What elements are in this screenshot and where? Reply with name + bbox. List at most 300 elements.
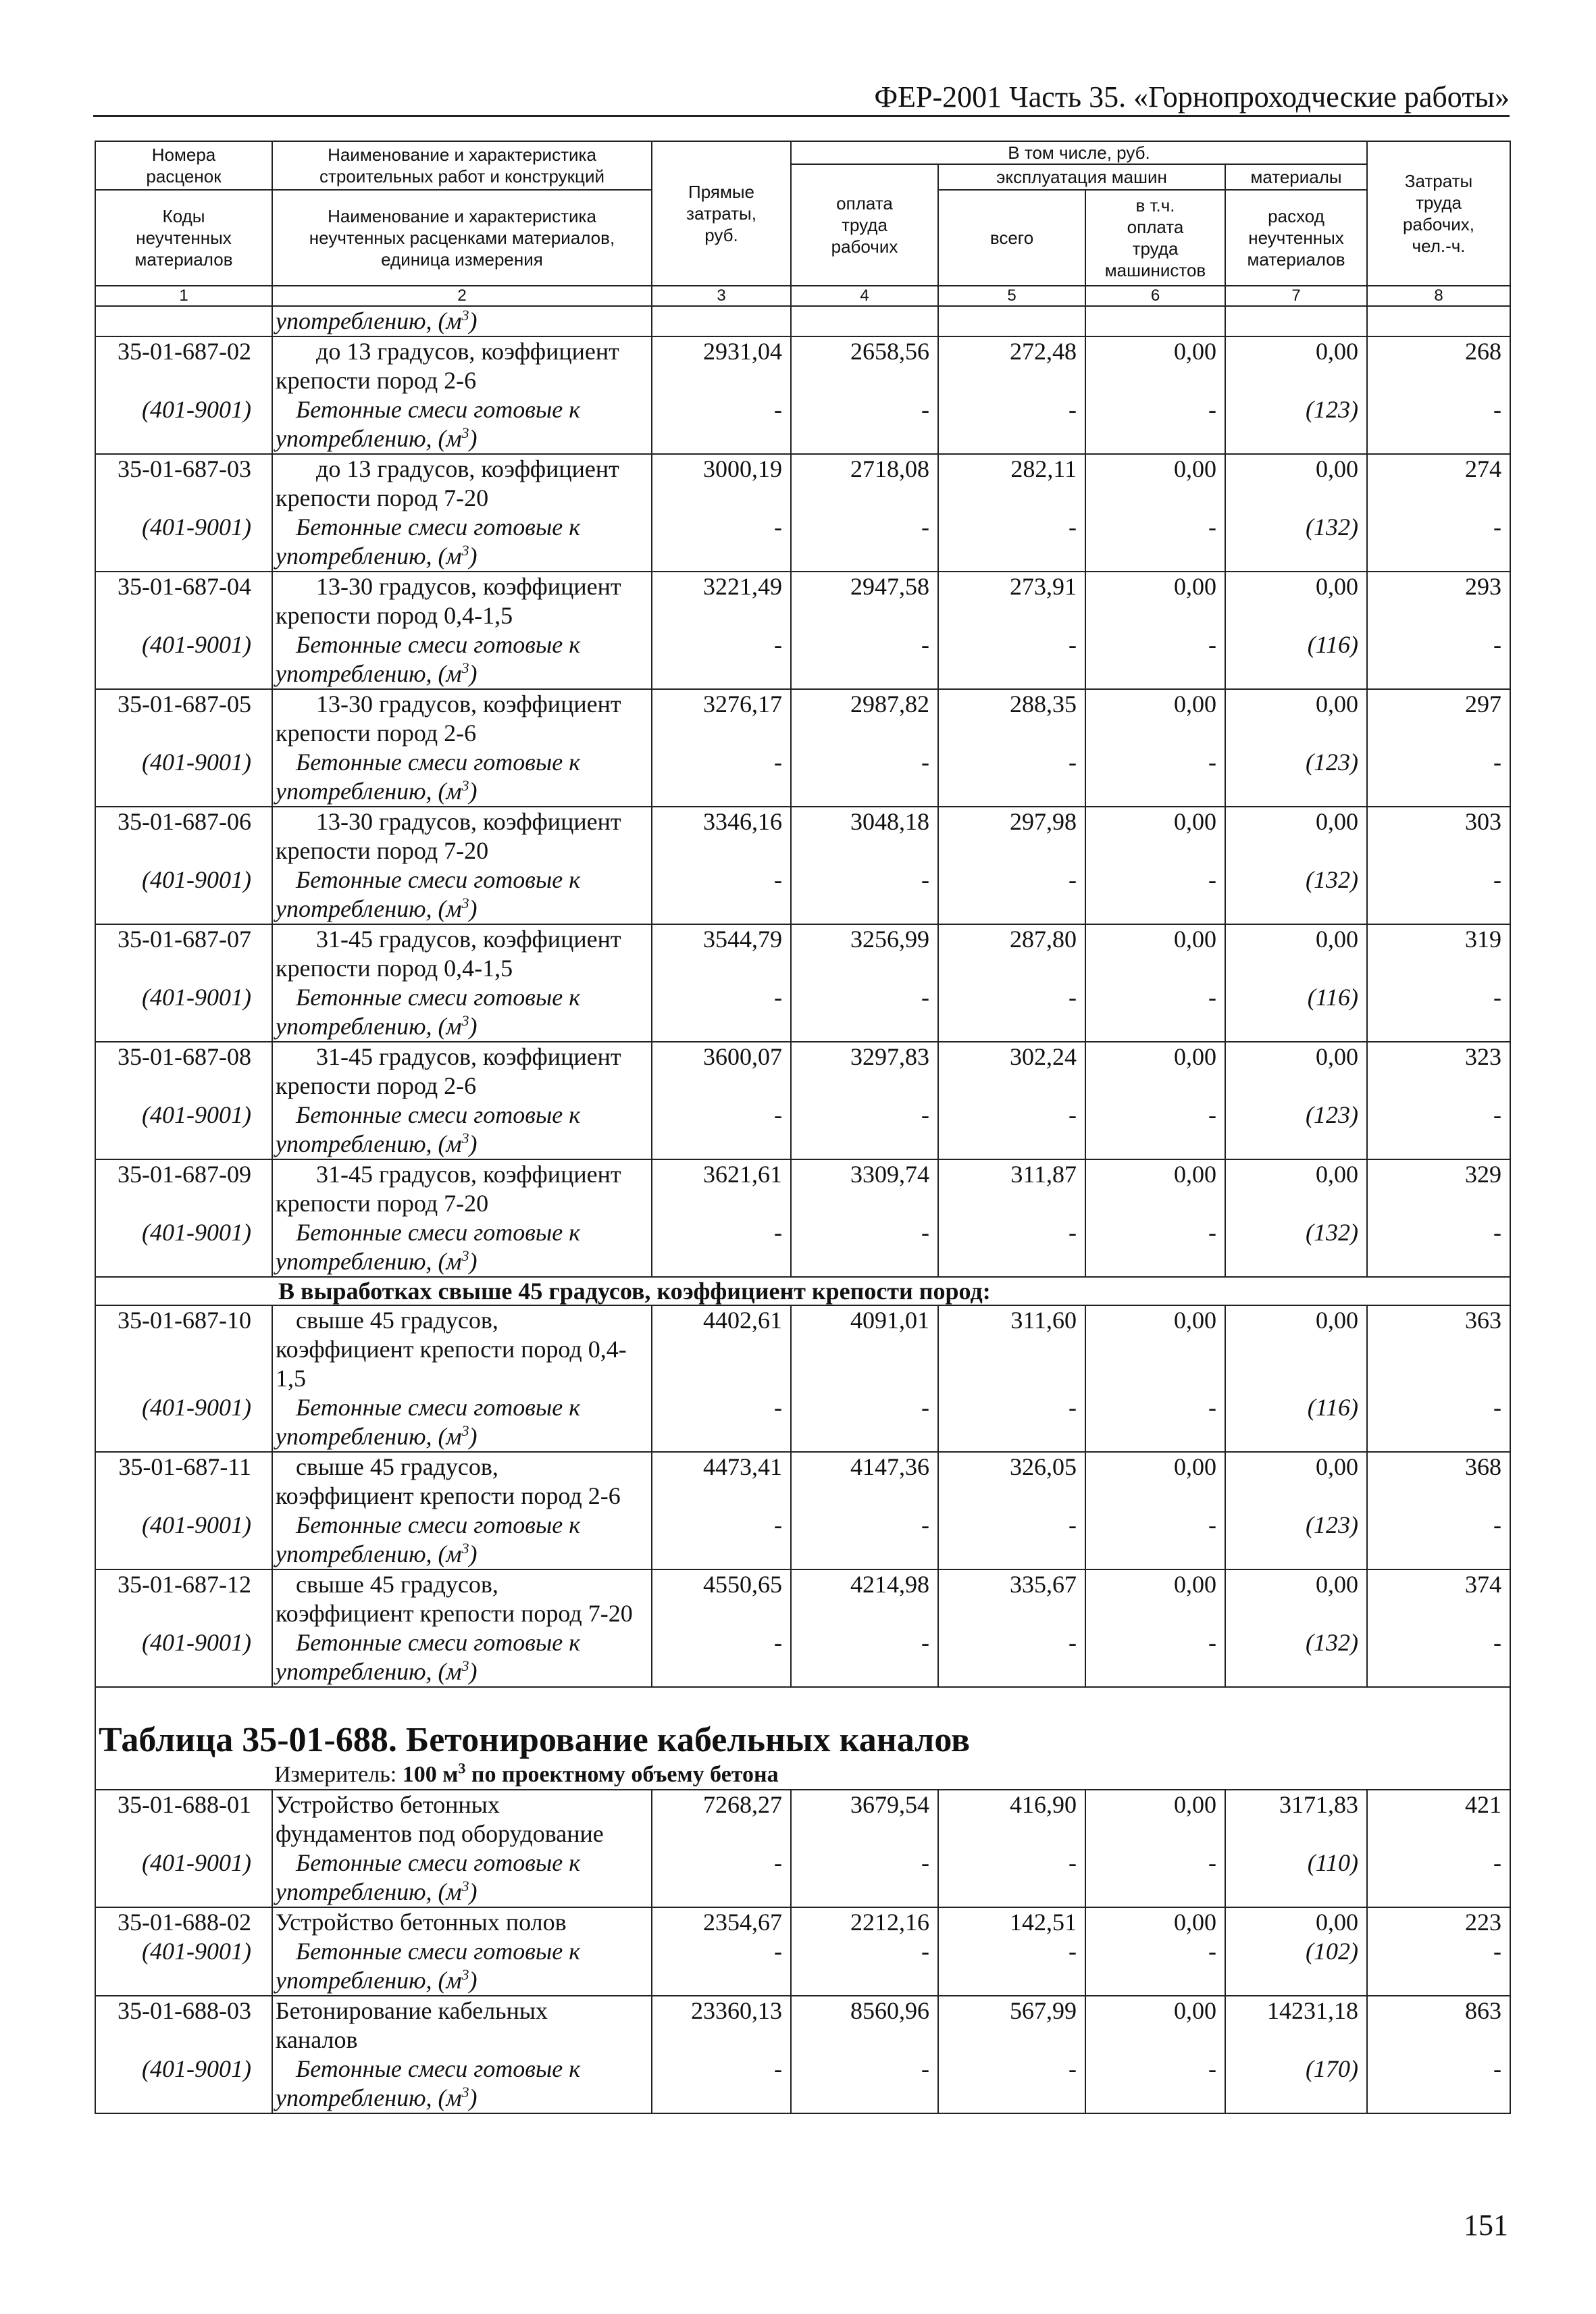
dash-cell: -: [1367, 1628, 1510, 1687]
rate-code: 35-01-687-10: [95, 1305, 272, 1393]
operators-pay: 0,00: [1085, 1159, 1225, 1218]
header-row-1: [95, 141, 1510, 164]
material-name: Бетонные смеси готовые к употреблению, $(м^3)$: [272, 1511, 652, 1569]
column-number: 6: [1085, 286, 1225, 306]
table-row: [95, 1907, 1510, 1937]
dash-cell: -: [1367, 1937, 1510, 1996]
header-incl-group: В том числе, руб.: [791, 141, 1367, 164]
material-row: [95, 865, 1510, 924]
operators-pay: 0,00: [1085, 572, 1225, 630]
labor-pay: 2947,58: [791, 572, 938, 630]
material-code: (401-9001): [95, 1511, 272, 1569]
dash-cell: -: [652, 1511, 791, 1569]
header-direct-costs: Прямые затраты, руб.: [652, 141, 791, 286]
work-name: [272, 1305, 652, 1393]
material-quantity: (116): [1225, 983, 1367, 1042]
rate-code: 35-01-687-03: [95, 454, 272, 513]
work-name-line: крепости пород 2-6: [276, 367, 477, 394]
dash-cell: -: [938, 1628, 1085, 1687]
materials-cost: 14231,18: [1225, 1996, 1367, 2055]
material-name: Бетонные смеси готовые к употреблению, $(м^3)$: [272, 630, 652, 689]
rate-code: 35-01-688-02: [95, 1907, 272, 1937]
material-code: (401-9001): [95, 1393, 272, 1452]
column-numbers-row: [95, 286, 1510, 306]
column-number: 4: [791, 286, 938, 306]
dash-cell: -: [938, 630, 1085, 689]
work-name-line: крепости пород 0,4-1,5: [276, 602, 513, 629]
materials-cost: 0,00: [1225, 689, 1367, 748]
machines-total: 311,87: [938, 1159, 1085, 1218]
material-name-line: Бетонные смеси готовые к: [296, 2055, 581, 2082]
labor-hours: 368: [1367, 1452, 1510, 1511]
work-name-line: до 13 градусов, коэффициент: [316, 338, 619, 365]
dash-cell: -: [652, 2055, 791, 2113]
table-row: [95, 689, 1510, 748]
measure-suffix: по проектному объему бетона: [465, 1762, 779, 1787]
material-row: [95, 513, 1510, 572]
dash-cell: -: [791, 1101, 938, 1159]
labor-hours: 293: [1367, 572, 1510, 630]
material-name-line: Бетонные смеси готовые к: [296, 396, 581, 423]
header-labor-pay: оплата труда рабочих: [791, 164, 938, 286]
dash-cell: -: [938, 1101, 1085, 1159]
machines-total: 326,05: [938, 1452, 1085, 1511]
table2-title: Таблица 35-01-688. Бетонирование кабельных каналов: [99, 1721, 971, 1759]
material-name-line: Бетонные смеси готовые к: [296, 1394, 581, 1421]
dash-cell: -: [938, 1218, 1085, 1277]
material-quantity: (170): [1225, 2055, 1367, 2113]
rate-code: 35-01-687-11: [95, 1452, 272, 1511]
rates-table: [95, 141, 1511, 2114]
dash-cell: -: [1367, 1848, 1510, 1907]
direct-costs: 2354,67: [652, 1907, 791, 1937]
dash-cell: -: [1367, 865, 1510, 924]
carryover-text: употреблению, $(м^3)$: [272, 306, 652, 336]
work-name-line: 13-30 градусов, коэффициент: [316, 573, 621, 600]
work-name: [272, 1790, 652, 1848]
page-header: ФЕР-2001 Часть 35. «Горнопроходческие работы»: [874, 80, 1510, 114]
labor-pay: 4147,36: [791, 1452, 938, 1511]
machines-total: 567,99: [938, 1996, 1085, 2055]
header-labor-hours: Затраты труда рабочих, чел.-ч.: [1367, 141, 1510, 286]
labor-pay: 3048,18: [791, 807, 938, 865]
labor-hours: 274: [1367, 454, 1510, 513]
direct-costs: 4402,61: [652, 1305, 791, 1393]
labor-hours: 223: [1367, 1907, 1510, 1937]
dash-cell: -: [1085, 1628, 1225, 1687]
material-code: (401-9001): [95, 1848, 272, 1907]
work-name-line: крепости пород 0,4-1,5: [276, 955, 513, 982]
machines-total: 282,11: [938, 454, 1085, 513]
section-heading: В выработках свыше 45 градусов, коэффициент крепости пород:: [95, 1277, 1510, 1305]
materials-cost: 0,00: [1225, 1305, 1367, 1393]
work-name-line: 31-45 градусов, коэффициент: [316, 1043, 621, 1070]
labor-hours: 303: [1367, 807, 1510, 865]
dash-cell: -: [938, 2055, 1085, 2113]
dash-cell: -: [652, 865, 791, 924]
operators-pay: 0,00: [1085, 1907, 1225, 1937]
header-col2-top: Наименование и характеристика строительных работ и конструкций: [272, 141, 652, 190]
rate-code: 35-01-687-07: [95, 924, 272, 983]
work-name-line: 31-45 градусов, коэффициент: [316, 1161, 621, 1188]
materials-cost: 0,00: [1225, 1159, 1367, 1218]
dash-cell: -: [1367, 1393, 1510, 1452]
materials-cost: 0,00: [1225, 1907, 1367, 1937]
direct-costs: 3621,61: [652, 1159, 791, 1218]
dash-cell: -: [1367, 983, 1510, 1042]
work-name-line: коэффициент крепости пород 7-20: [276, 1600, 633, 1627]
dash-cell: -: [791, 1937, 938, 1996]
rate-code: 35-01-687-08: [95, 1042, 272, 1101]
operators-pay: 0,00: [1085, 807, 1225, 865]
dash-cell: -: [1085, 1937, 1225, 1996]
material-row: [95, 748, 1510, 807]
direct-costs: 3544,79: [652, 924, 791, 983]
work-name-line: крепости пород 7-20: [276, 1190, 489, 1217]
rate-code: 35-01-687-09: [95, 1159, 272, 1218]
header-col1-top: Номера расценок: [95, 141, 272, 190]
dash-cell: -: [1085, 748, 1225, 807]
material-quantity: (132): [1225, 865, 1367, 924]
dash-cell: -: [652, 983, 791, 1042]
material-code: (401-9001): [95, 630, 272, 689]
table-row: [95, 572, 1510, 630]
dash-cell: -: [652, 1937, 791, 1996]
operators-pay: 0,00: [1085, 1790, 1225, 1848]
work-name-line: 13-30 градусов, коэффициент: [316, 808, 621, 835]
material-name-line: Бетонные смеси готовые к: [296, 1101, 581, 1128]
column-number: 2: [272, 286, 652, 306]
material-name-line: употреблению, (м: [276, 1967, 462, 1994]
dash-cell: -: [1367, 1218, 1510, 1277]
material-row: [95, 1393, 1510, 1452]
dash-cell: -: [938, 983, 1085, 1042]
direct-costs: 3221,49: [652, 572, 791, 630]
dash-cell: -: [1085, 1101, 1225, 1159]
direct-costs: 7268,27: [652, 1790, 791, 1848]
materials-cost: 0,00: [1225, 1569, 1367, 1628]
material-quantity: (110): [1225, 1848, 1367, 1907]
dash-cell: -: [652, 630, 791, 689]
dash-cell: -: [1367, 2055, 1510, 2113]
dash-cell: -: [791, 2055, 938, 2113]
header-materials-consumption: расход неучтенных материалов: [1225, 190, 1367, 286]
direct-costs: 2931,04: [652, 336, 791, 395]
machines-total: 272,48: [938, 336, 1085, 395]
material-quantity: (132): [1225, 513, 1367, 572]
labor-hours: 421: [1367, 1790, 1510, 1848]
materials-cost: 0,00: [1225, 1042, 1367, 1101]
column-number: 3: [652, 286, 791, 306]
work-name-line: Бетонирование кабельных: [276, 1997, 548, 2024]
material-row: [95, 1101, 1510, 1159]
material-name: Бетонные смеси готовые к употреблению, $(м^3)$: [272, 1101, 652, 1159]
material-name-line: Бетонные смеси готовые к: [296, 1511, 581, 1538]
dash-cell: -: [1085, 2055, 1225, 2113]
table2-title-row: [95, 1687, 1510, 1790]
material-name-line: Бетонные смеси готовые к: [296, 866, 581, 893]
work-name-line: Устройство бетонных: [276, 1791, 500, 1818]
dash-cell: -: [1085, 395, 1225, 454]
work-name-line: свыше 45 градусов,: [296, 1571, 498, 1598]
machines-total: 273,91: [938, 572, 1085, 630]
work-name-line: коэффициент крепости пород 2-6: [276, 1482, 621, 1509]
rate-code: 35-01-688-01: [95, 1790, 272, 1848]
dash-cell: -: [652, 748, 791, 807]
labor-hours: 363: [1367, 1305, 1510, 1393]
operators-pay: 0,00: [1085, 1042, 1225, 1101]
carryover-row: [95, 306, 1510, 336]
dash-cell: -: [1085, 513, 1225, 572]
material-name-line: употреблению, (м: [276, 1423, 462, 1450]
material-code: (401-9001): [95, 1101, 272, 1159]
header-col1-bottom: Коды неучтенных материалов: [95, 190, 272, 286]
dash-cell: -: [1367, 630, 1510, 689]
labor-hours: 863: [1367, 1996, 1510, 2055]
material-name: Бетонные смеси готовые к употреблению, $(м^3)$: [272, 1937, 652, 1996]
material-code: (401-9001): [95, 2055, 272, 2113]
labor-pay: 8560,96: [791, 1996, 938, 2055]
material-name-line: употреблению, (м: [276, 1540, 462, 1567]
rate-code: 35-01-687-05: [95, 689, 272, 748]
labor-hours: 268: [1367, 336, 1510, 395]
dash-cell: -: [938, 1937, 1085, 1996]
table-row: [95, 1305, 1510, 1393]
material-name-line: Бетонные смеси готовые к: [296, 749, 581, 776]
operators-pay: 0,00: [1085, 1996, 1225, 2055]
direct-costs: 23360,13: [652, 1996, 791, 2055]
header-machines-group: эксплуатация машин: [938, 164, 1225, 190]
labor-pay: 3256,99: [791, 924, 938, 983]
material-name: Бетонные смеси готовые к употреблению, $(м^3)$: [272, 983, 652, 1042]
work-name: [272, 1159, 652, 1218]
section-heading-row: [95, 1277, 1510, 1305]
table2-title-cell: Таблица 35-01-688. Бетонирование кабельных каналов Измеритель: 100 $м^3$ по проектному объему бетона: [95, 1687, 1510, 1790]
labor-pay: 4091,01: [791, 1305, 938, 1393]
measure-value: 100 м: [402, 1762, 459, 1787]
material-quantity: (132): [1225, 1218, 1367, 1277]
material-name: Бетонные смеси готовые к употреблению, $(м^3)$: [272, 513, 652, 572]
materials-cost: 3171,83: [1225, 1790, 1367, 1848]
dash-cell: -: [791, 630, 938, 689]
material-name: Бетонные смеси готовые к употреблению, $(м^3)$: [272, 1393, 652, 1452]
material-code: (401-9001): [95, 1628, 272, 1687]
direct-costs: 3600,07: [652, 1042, 791, 1101]
dash-cell: -: [791, 395, 938, 454]
work-name-line: каналов: [276, 2026, 358, 2053]
dash-cell: -: [652, 1101, 791, 1159]
dash-cell: -: [1367, 748, 1510, 807]
direct-costs: 3276,17: [652, 689, 791, 748]
dash-cell: -: [791, 983, 938, 1042]
materials-cost: 0,00: [1225, 924, 1367, 983]
labor-pay: 2212,16: [791, 1907, 938, 1937]
table-row: [95, 336, 1510, 395]
dash-cell: -: [1085, 1511, 1225, 1569]
material-name-line: употреблению, (м: [276, 660, 462, 687]
header-operators-pay: в т.ч. оплата труда машинистов: [1085, 190, 1225, 286]
dash-cell: -: [791, 748, 938, 807]
work-name: [272, 689, 652, 748]
dash-cell: -: [938, 395, 1085, 454]
operators-pay: 0,00: [1085, 924, 1225, 983]
work-name: [272, 1996, 652, 2055]
column-number: 5: [938, 286, 1085, 306]
operators-pay: 0,00: [1085, 1305, 1225, 1393]
material-code: (401-9001): [95, 865, 272, 924]
material-name: Бетонные смеси готовые к употреблению, $(м^3)$: [272, 395, 652, 454]
work-name: [272, 572, 652, 630]
material-quantity: (123): [1225, 1101, 1367, 1159]
work-name: [272, 336, 652, 395]
material-name-line: употреблению, (м: [276, 1878, 462, 1905]
dash-cell: -: [938, 1393, 1085, 1452]
dash-cell: -: [791, 513, 938, 572]
operators-pay: 0,00: [1085, 689, 1225, 748]
labor-hours: 323: [1367, 1042, 1510, 1101]
material-code: (401-9001): [95, 513, 272, 572]
material-name: Бетонные смеси готовые к употреблению, $(м^3)$: [272, 1848, 652, 1907]
material-code: (401-9001): [95, 1937, 272, 1996]
labor-hours: 374: [1367, 1569, 1510, 1628]
dash-cell: -: [1367, 513, 1510, 572]
direct-costs: 3000,19: [652, 454, 791, 513]
dash-cell: -: [652, 1848, 791, 1907]
work-name: [272, 1569, 652, 1628]
material-name-line: употреблению, (м: [276, 1248, 462, 1275]
material-row: [95, 395, 1510, 454]
materials-cost: 0,00: [1225, 807, 1367, 865]
material-name-line: Бетонные смеси готовые к: [296, 1849, 581, 1876]
dash-cell: -: [1085, 1218, 1225, 1277]
labor-pay: 2987,82: [791, 689, 938, 748]
table-row: [95, 807, 1510, 865]
material-code: (401-9001): [95, 1218, 272, 1277]
material-name-line: употреблению, (м: [276, 1013, 462, 1040]
material-row: [95, 1628, 1510, 1687]
work-name-line: 1,5: [276, 1365, 306, 1392]
rate-code: 35-01-688-03: [95, 1996, 272, 2055]
dash-cell: -: [652, 395, 791, 454]
dash-cell: -: [1367, 1511, 1510, 1569]
dash-cell: -: [791, 1848, 938, 1907]
measure-prefix: Измеритель:: [274, 1762, 403, 1787]
machines-total: 311,60: [938, 1305, 1085, 1393]
dash-cell: -: [791, 1511, 938, 1569]
work-name-line: фундаментов под оборудование: [276, 1820, 604, 1847]
machines-total: 302,24: [938, 1042, 1085, 1101]
labor-pay: 2658,56: [791, 336, 938, 395]
material-name: Бетонные смеси готовые к употреблению, $(м^3)$: [272, 865, 652, 924]
material-name-line: употреблению, (м: [276, 543, 462, 570]
material-code: (401-9001): [95, 748, 272, 807]
operators-pay: 0,00: [1085, 1452, 1225, 1511]
materials-cost: 0,00: [1225, 572, 1367, 630]
work-name-line: коэффициент крепости пород 0,4-: [276, 1336, 627, 1363]
labor-pay: 2718,08: [791, 454, 938, 513]
work-name-line: 31-45 градусов, коэффициент: [316, 926, 621, 953]
dash-cell: -: [652, 1393, 791, 1452]
material-quantity: (116): [1225, 630, 1367, 689]
material-name: Бетонные смеси готовые к употреблению, $(м^3)$: [272, 748, 652, 807]
rate-code: 35-01-687-12: [95, 1569, 272, 1628]
table-row: [95, 1996, 1510, 2055]
labor-hours: 319: [1367, 924, 1510, 983]
material-quantity: (123): [1225, 1511, 1367, 1569]
labor-pay: 3297,83: [791, 1042, 938, 1101]
materials-cost: 0,00: [1225, 454, 1367, 513]
labor-pay: 4214,98: [791, 1569, 938, 1628]
materials-cost: 0,00: [1225, 1452, 1367, 1511]
material-row: [95, 1937, 1510, 1996]
material-name-line: Бетонные смеси готовые к: [296, 1938, 581, 1965]
machines-total: 142,51: [938, 1907, 1085, 1937]
material-name-line: Бетонные смеси готовые к: [296, 631, 581, 658]
machines-total: 335,67: [938, 1569, 1085, 1628]
work-name: [272, 454, 652, 513]
material-name-line: употреблению, (м: [276, 1658, 462, 1685]
work-name-line: крепости пород 2-6: [276, 1072, 477, 1099]
column-number: 1: [95, 286, 272, 306]
rate-code: 35-01-687-06: [95, 807, 272, 865]
material-row: [95, 1848, 1510, 1907]
dash-cell: -: [652, 1628, 791, 1687]
labor-hours: 329: [1367, 1159, 1510, 1218]
material-name: Бетонные смеси готовые к употреблению, $(м^3)$: [272, 2055, 652, 2113]
dash-cell: -: [938, 513, 1085, 572]
work-name-line: крепости пород 7-20: [276, 484, 489, 511]
material-name: Бетонные смеси готовые к употреблению, $(м^3)$: [272, 1218, 652, 1277]
labor-pay: 3679,54: [791, 1790, 938, 1848]
work-name-line: до 13 градусов, коэффициент: [316, 455, 619, 482]
dash-cell: -: [791, 865, 938, 924]
column-number: 8: [1367, 286, 1510, 306]
material-quantity: (123): [1225, 748, 1367, 807]
material-name: Бетонные смеси готовые к употреблению, $(м^3)$: [272, 1628, 652, 1687]
material-name-line: Бетонные смеси готовые к: [296, 984, 581, 1011]
dash-cell: -: [1367, 395, 1510, 454]
table-row: [95, 1042, 1510, 1101]
material-row: [95, 983, 1510, 1042]
material-code: (401-9001): [95, 983, 272, 1042]
material-row: [95, 1218, 1510, 1277]
column-number: 7: [1225, 286, 1367, 306]
dash-cell: -: [1085, 865, 1225, 924]
machines-total: 297,98: [938, 807, 1085, 865]
table-row: [95, 1159, 1510, 1218]
direct-costs: 4550,65: [652, 1569, 791, 1628]
work-name: [272, 1907, 652, 1937]
dash-cell: -: [791, 1628, 938, 1687]
header-machines-total: всего: [938, 190, 1085, 286]
work-name: [272, 1042, 652, 1101]
dash-cell: -: [938, 1848, 1085, 1907]
material-name-line: Бетонные смеси готовые к: [296, 1629, 581, 1656]
work-name-line: крепости пород 2-6: [276, 720, 477, 747]
machines-total: 288,35: [938, 689, 1085, 748]
work-name-line: 13-30 градусов, коэффициент: [316, 690, 621, 718]
table-row: [95, 454, 1510, 513]
dash-cell: -: [938, 865, 1085, 924]
work-name-line: Устройство бетонных полов: [276, 1909, 567, 1936]
dash-cell: -: [1367, 1101, 1510, 1159]
material-name-line: употреблению, (м: [276, 2084, 462, 2111]
material-quantity: (102): [1225, 1937, 1367, 1996]
materials-cost: 0,00: [1225, 336, 1367, 395]
material-name-line: Бетонные смеси готовые к: [296, 1219, 581, 1246]
machines-total: 416,90: [938, 1790, 1085, 1848]
header-materials-group: материалы: [1225, 164, 1367, 190]
